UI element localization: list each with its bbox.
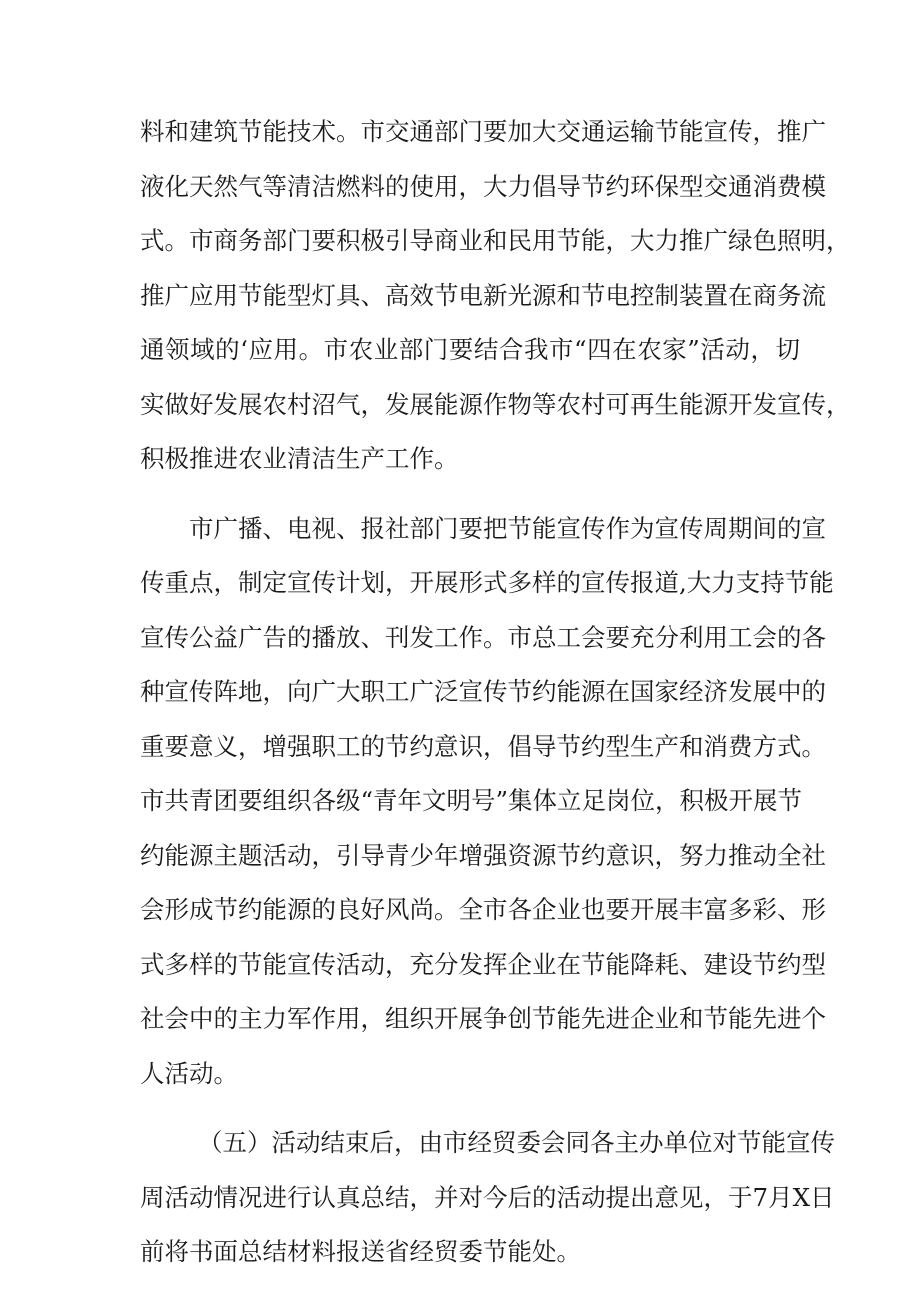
- paragraph-line: 式。市商务部门要积极引导商业和民用节能，大力推广绿色照明，: [140, 226, 851, 255]
- document-body: [140, 105, 851, 1280]
- paragraph-line: 种宣传阵地，向广大职工广泛宣传节约能源在国家经济发展中的: [140, 677, 826, 706]
- paragraph-line: 通领域的‘应用。市农业部门要结合我市“四在农家”活动，切: [140, 335, 800, 364]
- paragraph-line: 市共青团要组织各级“青年文明号”集体立足岗位，积极开展节: [140, 786, 803, 815]
- paragraph-line: 传重点，制定宣传计划，开展形式多样的宣传报道,大力支持节能: [140, 568, 834, 597]
- paragraph-line: 市广播、电视、报社部门要把节能宣传作为宣传周期间的宣: [189, 513, 826, 543]
- paragraph-line: 实做好发展农村沼气，发展能源作物等农村可再生能源开发宣传，: [140, 389, 851, 419]
- paragraph-line: 积极推进农业清洁生产工作。: [140, 444, 459, 473]
- paragraph-line: 式多样的节能宣传活动，充分发挥企业在节能降耗、建设节约型: [140, 949, 826, 979]
- paragraph-line: 社会中的主力军作用，组织开展争创节能先进企业和节能先进个: [140, 1004, 826, 1033]
- paragraph-line: 周活动情况进行认真总结，并对今后的活动提出意见，于7月X日: [140, 1182, 835, 1212]
- paragraph-gap: [140, 1101, 800, 1116]
- paragraph-gap: [140, 487, 800, 502]
- paragraph-2: [140, 502, 834, 1102]
- paragraph-line: 约能源主题活动，引导青少年增强资源节约意识，努力推动全社: [140, 840, 826, 870]
- paragraph-line: 宣传公益广告的播放、刊发工作。市总工会要充分利用工会的各: [140, 622, 826, 652]
- paragraph-line: 前将书面总结材料报送省经贸委节能处。: [140, 1237, 581, 1266]
- paragraph-line: （五）活动结束后，由市经贸委会同各主办单位对节能宣传: [198, 1128, 835, 1157]
- paragraph-1: [140, 105, 851, 487]
- paragraph-3: [140, 1116, 835, 1280]
- paragraph-line: 会形成节约能源的良好风尚。全市各企业也要开展丰富多彩、形: [140, 895, 826, 924]
- paragraph-line: 重要意义，增强职工的节约意识，倡导节约型生产和消费方式。: [140, 731, 826, 761]
- paragraph-line: 推广应用节能型灯具、高效节电新光源和节电控制装置在商务流: [140, 280, 826, 310]
- paragraph-line: 料和建筑节能技术。市交通部门要加大交通运输节能宣传，推广: [140, 117, 826, 146]
- paragraph-line: 人活动。: [140, 1058, 238, 1088]
- paragraph-line: 液化天然气等清洁燃料的使用，大力倡导节约环保型交通消费模: [140, 171, 826, 201]
